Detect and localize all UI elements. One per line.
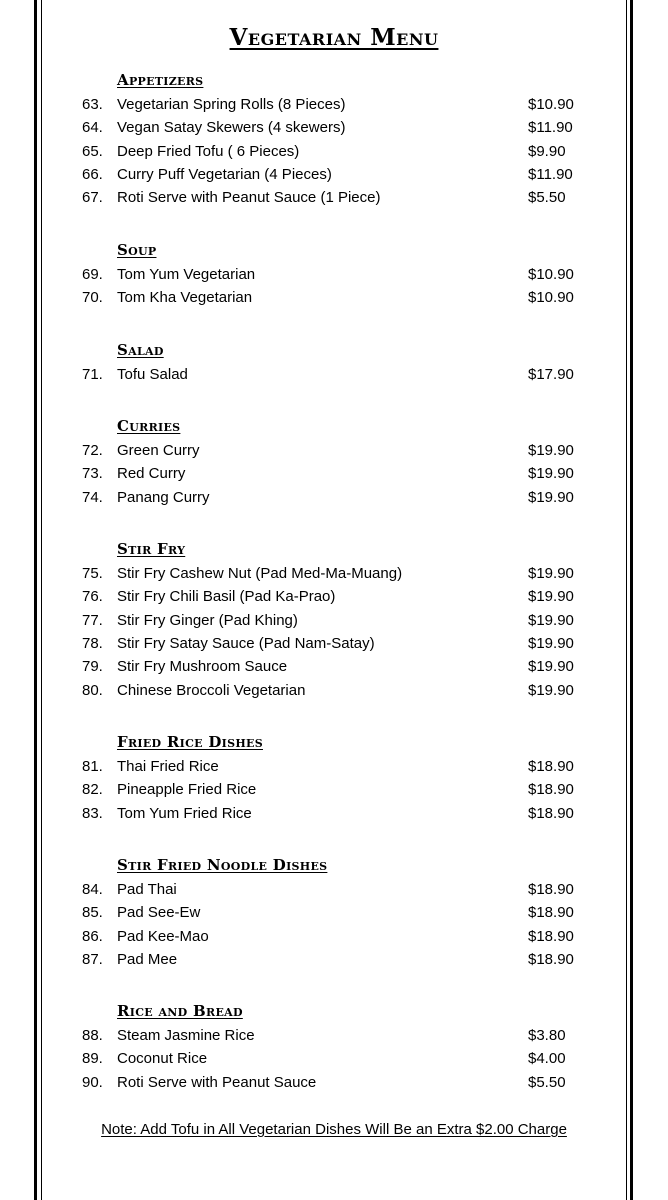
menu-item <box>0 585 668 608</box>
menu-item-price: $18.90 <box>528 781 574 799</box>
menu-item <box>0 925 668 948</box>
menu-item-price: $18.90 <box>528 804 574 822</box>
menu-item-number: 82. <box>82 781 103 799</box>
menu-item-price: $19.90 <box>528 565 574 582</box>
menu-item-number: 70. <box>82 289 103 307</box>
menu-item-number: 78. <box>82 634 103 652</box>
menu-item-number: 83. <box>82 804 103 822</box>
menu-item-price: $19.90 <box>528 465 574 483</box>
menu-item-name: Tofu Salad <box>117 366 188 383</box>
menu-item-number: 69. <box>82 266 103 283</box>
menu-item-price: $19.90 <box>528 488 574 506</box>
menu-item-number: 76. <box>82 588 103 606</box>
menu-item-price: $19.90 <box>528 634 574 652</box>
menu-item-name: Pad Kee-Mao <box>117 927 209 945</box>
menu-item-number: 88. <box>82 1027 103 1044</box>
menu-item <box>0 116 668 139</box>
menu-item-number: 77. <box>82 611 103 629</box>
section-header: Curries <box>117 417 181 435</box>
menu-item-name: Deep Fried Tofu ( 6 Pieces) <box>117 142 300 160</box>
menu-item-name: Green Curry <box>117 442 200 459</box>
menu-item-price: $19.90 <box>528 588 574 606</box>
menu-item <box>0 163 668 186</box>
menu-item-number: 86. <box>82 927 103 945</box>
section-header: Fried Rice Dishes <box>117 733 263 751</box>
tofu-note: Note: Add Tofu in All Vegetarian Dishes Will Be an Extra $2.00 Charge <box>101 1121 567 1138</box>
menu-item-price: $18.90 <box>528 927 574 945</box>
menu-item-price: $19.90 <box>528 681 574 699</box>
menu-item-price: $18.90 <box>528 950 574 968</box>
menu-item-name: Stir Fry Satay Sauce (Pad Nam-Satay) <box>117 634 375 652</box>
menu-item-number: 74. <box>82 488 103 506</box>
menu-item-name: Pad See-Ew <box>117 904 201 922</box>
menu-item-name: Chinese Broccoli Vegetarian <box>117 681 306 699</box>
menu-item-price: $17.90 <box>528 366 574 383</box>
menu-item-number: 90. <box>82 1073 103 1091</box>
menu-item <box>0 363 668 386</box>
section-header: Appetizers <box>117 71 204 89</box>
menu-item-name: Panang Curry <box>117 488 210 506</box>
menu-item-name: Stir Fry Ginger (Pad Khing) <box>117 611 298 629</box>
menu-item-number: 85. <box>82 904 103 922</box>
menu-item-number: 75. <box>82 565 103 582</box>
menu-item-number: 73. <box>82 465 103 483</box>
menu-item-price: $18.90 <box>528 881 574 898</box>
menu-item <box>0 901 668 924</box>
menu-item-name: Tom Yum Fried Rice <box>117 804 252 822</box>
menu-item <box>0 755 668 778</box>
menu-item-number: 80. <box>82 681 103 699</box>
section-header: Stir Fried Noodle Dishes <box>117 856 328 874</box>
menu-item-number: 65. <box>82 142 103 160</box>
menu-item-price: $10.90 <box>528 289 574 307</box>
section-header: Stir Fry <box>117 540 186 558</box>
menu-item <box>0 286 668 309</box>
menu-item-name: Roti Serve with Peanut Sauce (1 Piece) <box>117 189 381 207</box>
menu-item-name: Stir Fry Mushroom Sauce <box>117 658 288 676</box>
menu-item-name: Thai Fried Rice <box>117 758 219 775</box>
menu-item <box>0 462 668 485</box>
menu-item-price: $19.90 <box>528 442 574 459</box>
menu-item-price: $10.90 <box>528 96 574 113</box>
menu-item-number: 81. <box>82 758 103 775</box>
menu-title: Vegetarian Menu <box>229 24 439 51</box>
menu-item-name: Vegetarian Spring Rolls (8 Pieces) <box>117 96 346 113</box>
menu-item <box>0 802 668 825</box>
menu-item-name: Pad Mee <box>117 950 178 968</box>
menu-item-name: Pineapple Fried Rice <box>117 781 257 799</box>
menu-item-name: Coconut Rice <box>117 1050 208 1068</box>
menu-item <box>0 186 668 209</box>
menu-item-name: Curry Puff Vegetarian (4 Pieces) <box>117 165 332 183</box>
menu-item <box>0 140 668 163</box>
menu-item-number: 64. <box>82 119 103 137</box>
menu-item-price: $18.90 <box>528 904 574 922</box>
menu-item-number: 89. <box>82 1050 103 1068</box>
menu-item-number: 79. <box>82 658 103 676</box>
menu-item-price: $11.90 <box>528 119 573 137</box>
menu-item-price: $5.50 <box>528 189 566 207</box>
menu-item-number: 71. <box>82 366 103 383</box>
menu-item-price: $10.90 <box>528 266 574 283</box>
section-header: Salad <box>117 341 164 359</box>
menu-item-name: Vegan Satay Skewers (4 skewers) <box>117 119 346 137</box>
menu-item-price: $3.80 <box>528 1027 566 1044</box>
menu-item-number: 63. <box>82 96 103 113</box>
menu-item <box>0 878 668 901</box>
menu-item-name: Tom Yum Vegetarian <box>117 266 256 283</box>
menu-item-price: $18.90 <box>528 758 574 775</box>
section-header: Rice and Bread <box>117 1002 243 1020</box>
menu-item-price: $19.90 <box>528 658 574 676</box>
menu-item-name: Red Curry <box>117 465 186 483</box>
menu-item <box>0 948 668 971</box>
menu-item <box>0 679 668 702</box>
menu-item <box>0 655 668 678</box>
menu-item-number: 67. <box>82 189 103 207</box>
menu-item <box>0 486 668 509</box>
menu-item <box>0 439 668 462</box>
menu-item-name: Stir Fry Cashew Nut (Pad Med-Ma-Muang) <box>117 565 403 582</box>
menu-item <box>0 1071 668 1094</box>
menu-item-price: $5.50 <box>528 1073 566 1091</box>
menu-item <box>0 632 668 655</box>
menu-item-number: 72. <box>82 442 103 459</box>
menu-item-number: 87. <box>82 950 103 968</box>
menu-item <box>0 1024 668 1047</box>
menu-item-name: Stir Fry Chili Basil (Pad Ka-Prao) <box>117 588 336 606</box>
menu-item <box>0 609 668 632</box>
menu-item <box>0 778 668 801</box>
menu-item <box>0 93 668 116</box>
menu-item-number: 66. <box>82 165 103 183</box>
menu-item <box>0 1047 668 1070</box>
section-header: Soup <box>117 241 157 259</box>
menu-item-number: 84. <box>82 881 103 898</box>
menu-item-name: Pad Thai <box>117 881 177 898</box>
menu-item <box>0 562 668 585</box>
menu-item-price: $4.00 <box>528 1050 566 1068</box>
menu-item-price: $11.90 <box>528 165 573 183</box>
menu-item-price: $19.90 <box>528 611 574 629</box>
menu-item-name: Roti Serve with Peanut Sauce <box>117 1073 317 1091</box>
menu-item-price: $9.90 <box>528 142 566 160</box>
menu-item-name: Steam Jasmine Rice <box>117 1027 255 1044</box>
menu-item <box>0 263 668 286</box>
menu-item-name: Tom Kha Vegetarian <box>117 289 253 307</box>
